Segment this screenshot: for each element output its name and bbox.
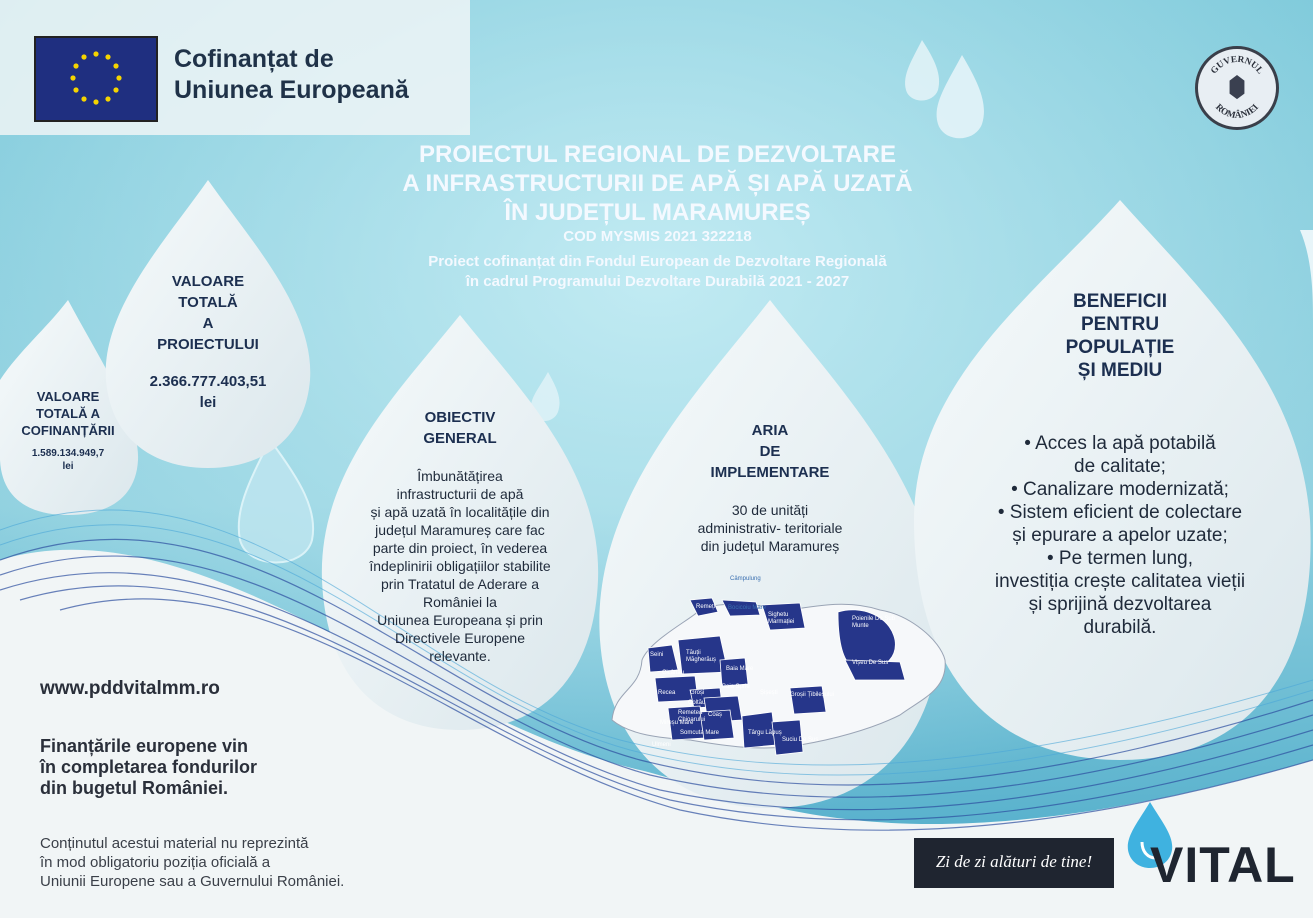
area-heading2: DE xyxy=(759,443,781,460)
title-line2: A INFRASTRUCTURII DE APĂ ȘI APĂ UZATĂ xyxy=(402,170,913,197)
benefits-heading2: PENTRU xyxy=(1080,314,1160,335)
map-label: Coaș xyxy=(708,712,723,718)
government-seal xyxy=(1195,46,1279,130)
objective-text-line: Directivele Europene xyxy=(395,630,525,646)
objective-text-line: parte din proiect, în vederea xyxy=(372,540,548,556)
benefit-item: • Canalizare modernizată; xyxy=(1011,479,1229,500)
map-label: Seini xyxy=(650,652,664,658)
disclaimer xyxy=(40,834,344,891)
total-unit: lei xyxy=(199,394,217,411)
objective-heading2: GENERAL xyxy=(423,430,497,447)
cofinancing-label3: COFINANȚĂRII xyxy=(21,423,115,438)
funding-line2: în completarea fondurilor xyxy=(40,757,258,777)
website-link[interactable]: www.pddvitalmm.ro xyxy=(40,678,220,699)
area-heading3: IMPLEMENTARE xyxy=(710,464,830,481)
cofinancing-unit: lei xyxy=(62,461,74,472)
benefit-item: de calitate; xyxy=(1074,456,1166,477)
svg-text:GUVERNUL xyxy=(1209,55,1265,76)
seal-bottom-text: ROMÂNIEI xyxy=(1213,102,1261,121)
project-title xyxy=(330,140,985,227)
svg-text:ROMÂNIEI xyxy=(1213,102,1261,121)
coat-of-arms-icon xyxy=(1198,49,1276,127)
area-heading1: ARIA xyxy=(751,422,789,439)
benefits-heading4: ȘI MEDIU xyxy=(1077,360,1163,381)
eu-line1: Cofinanțat de xyxy=(174,45,334,73)
objective-text-line: Uniunea Europeana și prin xyxy=(377,612,543,628)
subtitle-line2: în cadrul Programului Dezvoltare Durabilă 2021 - 2027 xyxy=(465,273,850,290)
area-text-line: administrativ- teritoriale xyxy=(697,520,843,536)
total-label1: VALOARE xyxy=(171,273,245,290)
benefits-drop xyxy=(960,290,1280,639)
map-label: Somcuta Mare xyxy=(680,730,720,736)
eu-flag-logo xyxy=(34,36,158,122)
map-label: Coltău xyxy=(688,700,706,706)
objective-drop xyxy=(330,407,590,665)
objective-text-line: relevante. xyxy=(429,648,491,664)
objective-text-line: României la xyxy=(423,594,497,610)
total-label3: A xyxy=(202,315,214,332)
benefits-list xyxy=(960,432,1280,639)
map-label: Baia Mare xyxy=(726,666,754,672)
objective-text-line: și apă uzată în localitățile din xyxy=(370,504,550,520)
area-text xyxy=(640,501,900,555)
objective-text-line: județul Maramureș care fac xyxy=(375,522,545,538)
objective-text-line: Îmbunătățirea xyxy=(417,468,503,484)
slogan-text: Zi de zi alături de tine! xyxy=(935,852,1093,871)
project-code: COD MYSMIS 2021 322218 xyxy=(563,228,752,245)
benefit-item: și sprijină dezvoltarea xyxy=(1028,594,1212,615)
total-label4: PROIECTULUI xyxy=(157,336,259,353)
benefit-item: • Acces la apă potabilă xyxy=(1024,433,1216,454)
benefit-item: investiția crește calitatea vieții xyxy=(994,571,1246,592)
map-label: Câmpulung xyxy=(730,576,761,582)
funding-note xyxy=(40,736,257,799)
map-label: Cicârlău xyxy=(662,670,685,676)
cofinancing-amount: 1.589.134.949,7 xyxy=(31,448,105,459)
benefits-heading1: BENEFICII xyxy=(1073,291,1167,312)
total-label2: TOTALĂ xyxy=(178,294,238,311)
cofinancing-label1: VALOARE xyxy=(36,389,100,404)
objective-text-line: infrastructurii de apă xyxy=(396,486,524,502)
funding-line1: Finanțările europene vin xyxy=(40,736,249,756)
title-line1: PROIECTUL REGIONAL DE DEZVOLTARE xyxy=(419,141,896,168)
objective-heading1: OBIECTIV xyxy=(424,409,496,426)
map-label: Suciu De Sus xyxy=(782,737,819,743)
disclaimer-line2: în mod obligatoriu poziția oficială a xyxy=(40,854,271,871)
map-label: Șișești xyxy=(760,690,778,696)
map-label: Târgu Lăpuș xyxy=(748,730,782,736)
map-label: Groșii Țibileșului xyxy=(790,692,835,698)
objective-text-line: îndeplinirii obligațiilor stabilite xyxy=(369,558,551,574)
eu-cofinancing-text xyxy=(174,44,409,106)
map-label: Remeți xyxy=(696,604,716,610)
map-label: Vișeu De Sus xyxy=(852,660,889,666)
map-label: Ulmeni xyxy=(652,742,671,748)
project-subtitle xyxy=(330,252,985,292)
benefits-heading3: POPULAȚIE xyxy=(1065,337,1175,358)
map-label: Bocicoiu Mare xyxy=(728,605,767,611)
total-value-drop xyxy=(106,271,310,413)
eu-stars-icon xyxy=(36,38,156,120)
benefit-item: durabilă. xyxy=(1083,617,1157,638)
map-label: Poienile De Sub Munte xyxy=(852,616,896,629)
benefit-item: și epurare a apelor uzate; xyxy=(1012,525,1228,546)
benefit-item: • Sistem eficient de colectare xyxy=(997,502,1243,523)
objective-text-line: prin Tratatul de Aderare a xyxy=(381,576,539,592)
vital-brand-logo: VITAL xyxy=(1150,837,1296,893)
map-label: Remetea Chioarului xyxy=(678,710,706,723)
map-label: Tăuții Măgherăuș xyxy=(686,650,717,663)
subtitle-line1: Proiect cofinanțat din Fondul European de Dezvoltare Regională xyxy=(428,253,887,270)
eu-line2: Uniunea Europeană xyxy=(174,76,409,104)
map-label: Baia Sprie xyxy=(722,684,750,690)
area-text-line: 30 de unități xyxy=(731,502,809,518)
cofinancing-label2: TOTALĂ A xyxy=(35,406,101,421)
funding-line3: din bugetul României. xyxy=(40,778,228,798)
map-label: Groși xyxy=(690,690,705,696)
title-line3: ÎN JUDEȚUL MARAMUREȘ xyxy=(504,199,811,226)
map-label: Sighetu Marmației xyxy=(768,612,795,625)
total-amount: 2.366.777.403,51 xyxy=(149,373,267,390)
implementation-area-drop xyxy=(640,420,900,555)
disclaimer-line1: Conținutul acestui material nu reprezintă xyxy=(40,835,309,852)
objective-text xyxy=(330,467,590,665)
map-label: Recea xyxy=(658,690,676,696)
map-label: Mireșu Mare xyxy=(660,720,694,726)
seal-top-text: GUVERNUL xyxy=(1209,54,1265,77)
benefit-item: • Pe termen lung, xyxy=(1046,548,1194,569)
disclaimer-line3: Uniunii Europene sau a Guvernului României. xyxy=(40,873,345,890)
area-text-line: din județul Maramureș xyxy=(700,538,840,554)
